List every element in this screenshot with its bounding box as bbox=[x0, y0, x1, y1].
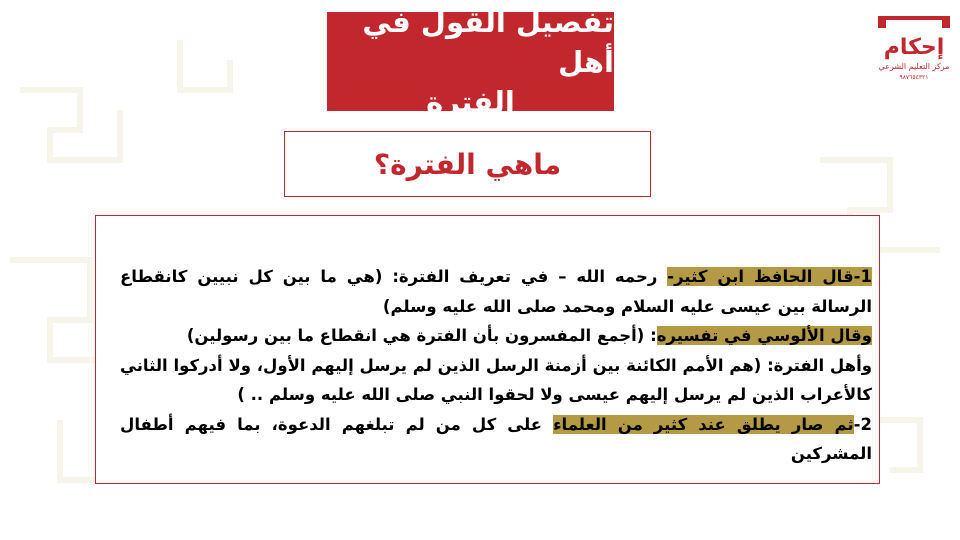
paragraph-3-text: وأهل الفترة: (هم الأمم الكائنة بين أزمنة الرسل الذين لم يرسل إليهم الأول، ولا أدركوا الثاني كالأعراب الذين لم يرسل إليهم عيسى ولا لحقوا النبي صلى الله عليه وسلم .. ) bbox=[120, 355, 872, 404]
logo bbox=[872, 14, 956, 84]
paragraph-1-text: رحمه الله – في تعريف الفترة: (هي ما بين كل نبيين كانقطاع الرسالة بين عيسى عليه السلام ومحمد صلى الله عليه وسلم) bbox=[120, 267, 872, 316]
paragraph-1 bbox=[120, 262, 872, 321]
paragraph-4 bbox=[120, 410, 872, 469]
title-line-2: الفترة bbox=[426, 84, 515, 119]
logo-phone: ٩٨٧٦٥٤٣٢١ bbox=[899, 74, 929, 81]
paragraph-3 bbox=[120, 351, 872, 410]
title-line-1: تفصيل القول في أهل bbox=[362, 4, 614, 79]
paragraph-4-text: على كل من لم تبلغهم الدعوة، بما فيهم أطفال المشركين bbox=[120, 414, 872, 463]
paragraph-2-highlight: وقال الألوسي في تفسيره bbox=[656, 326, 872, 345]
paragraph-1-highlight: قال الحافظ ابن كثير- bbox=[667, 267, 854, 286]
subtitle-box bbox=[284, 131, 651, 197]
title-box bbox=[327, 4, 614, 119]
logo-tagline: مركز التعليم الشرعي bbox=[878, 62, 950, 71]
paragraph-2-text: : (أجمع المفسرون بأن الفترة هي انقطاع ما بين رسولين) bbox=[186, 326, 657, 345]
content-text bbox=[120, 262, 872, 469]
paragraph-1-number: 1- bbox=[853, 267, 872, 286]
logo-name: إحكام bbox=[883, 35, 945, 60]
paragraph-4-highlight: ثم صار يطلق عند كثير من العلماء bbox=[553, 414, 854, 434]
subtitle: ماهي الفترة؟ bbox=[373, 147, 562, 181]
paragraph-4-number: 2- bbox=[853, 414, 873, 434]
paragraph-2 bbox=[120, 321, 872, 351]
